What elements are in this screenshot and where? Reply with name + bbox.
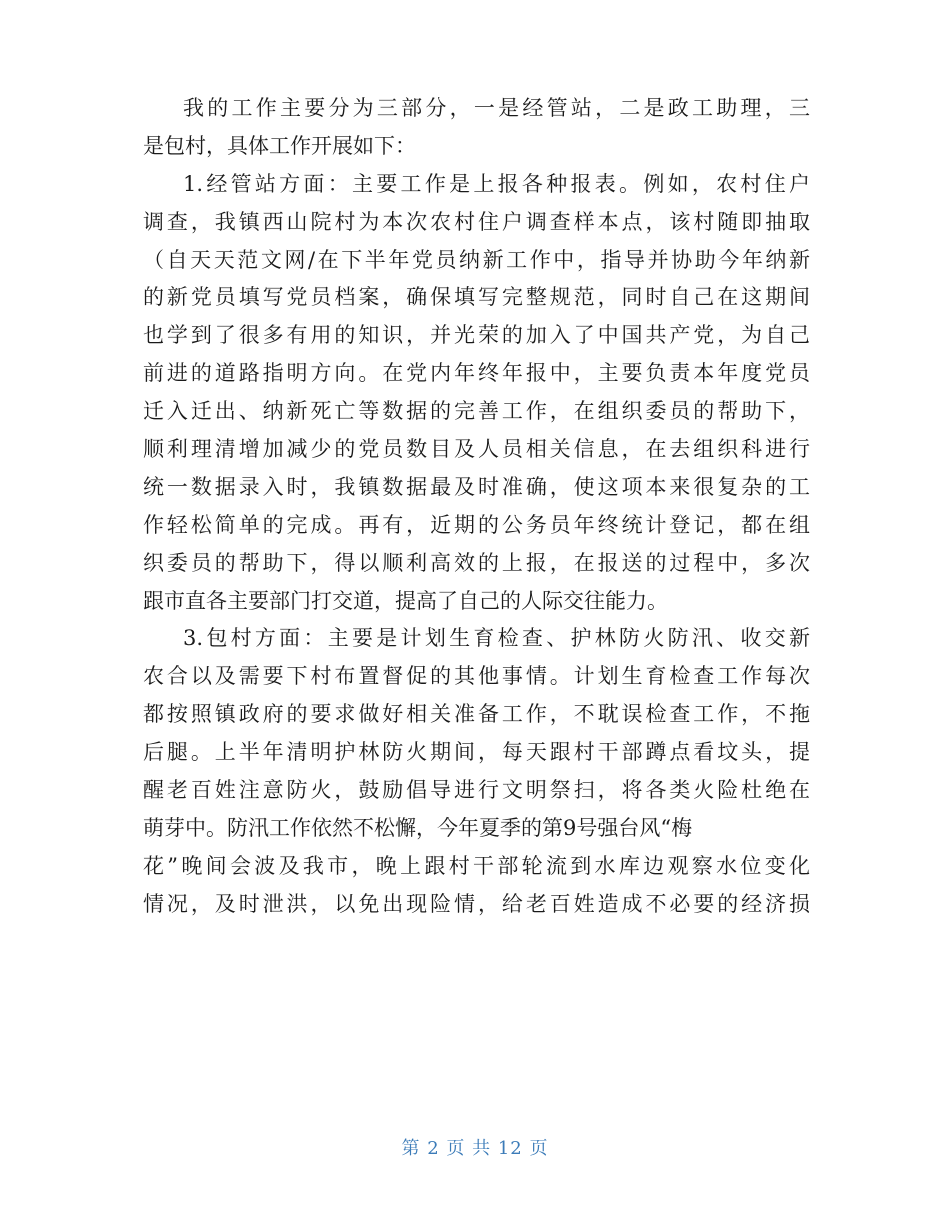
body-text — [143, 90, 810, 924]
paragraph-section1-line-6: 前进的道路指明方向。在党内年终年报中，主要负责本年度党员 — [143, 361, 810, 386]
paragraph-section3-line-3: 都按照镇政府的要求做好相关准备工作，不耽误检查工作，不拖 — [143, 702, 810, 727]
paragraph-section1-line-10: 作轻松简单的完成。再有，近期的公务员年终统计登记，都在组 — [143, 512, 810, 537]
paragraph-section1-line-5: 也学到了很多有用的知识，并光荣的加入了中国共产党，为自己 — [143, 323, 810, 348]
page-number-footer: 第 2 页 共 12 页 — [401, 1138, 549, 1159]
paragraph-section3-line-4: 后腿。上半年清明护林防火期间，每天跟村干部蹲点看坟头，提 — [143, 740, 810, 765]
paragraph-section1-line-8: 顺利理清增加减少的党员数目及人员相关信息，在去组织科进行 — [143, 437, 810, 462]
paragraph-section1-line-2: 调查，我镇西山院村为本次农村住户调查样本点，该村随即抽取 — [143, 209, 810, 234]
paragraph-section3-line-7: 花”晚间会波及我市，晚上跟村干部轮流到水库边观察水位变化 — [143, 853, 810, 878]
paragraph-section3-line-1: 3.包村方面：主要是计划生育检查、护林防火防汛、收交新 — [183, 626, 810, 651]
paragraph-section1-line-9: 统一数据录入时，我镇数据最及时准确，使这项本来很复杂的工 — [143, 474, 810, 499]
paragraph-section3-line-8: 情况，及时泄洪，以免出现险情，给老百姓造成不必要的经济损 — [143, 891, 810, 916]
paragraph-section3-line-2: 农合以及需要下村布置督促的其他事情。计划生育检查工作每次 — [143, 664, 810, 689]
paragraph-section1-line-11: 织委员的帮助下，得以顺利高效的上报，在报送的过程中，多次 — [143, 550, 810, 575]
paragraph-section1-line-4: 的新党员填写党员档案，确保填写完整规范，同时自己在这期间 — [143, 285, 810, 310]
paragraph-intro-line-2: 是包村，具体工作开展如下： — [143, 133, 416, 158]
paragraph-section1-line-3: （自天天范文网/在下半年党员纳新工作中，指导并协助今年纳新 — [143, 247, 810, 272]
paragraph-section3-line-5: 醒老百姓注意防火，鼓励倡导进行文明祭扫，将各类火险杜绝在 — [143, 778, 810, 803]
paragraph-intro-line-1: 我的工作主要分为三部分，一是经管站，二是政工助理，三 — [183, 96, 810, 120]
paragraph-section3-line-6: 萌芽中。防汛工作依然不松懈，今年夏季的第9号强台风“梅 — [143, 815, 693, 840]
paragraph-section1-line-1: 1.经管站方面：主要工作是上报各种报表。例如，农村住户 — [183, 171, 810, 196]
paragraph-section1-line-7: 迁入迁出、纳新死亡等数据的完善工作，在组织委员的帮助下， — [143, 399, 810, 424]
paragraph-section1-line-12: 跟市直各主要部门打交道，提高了自己的人际交往能力。 — [143, 588, 668, 613]
